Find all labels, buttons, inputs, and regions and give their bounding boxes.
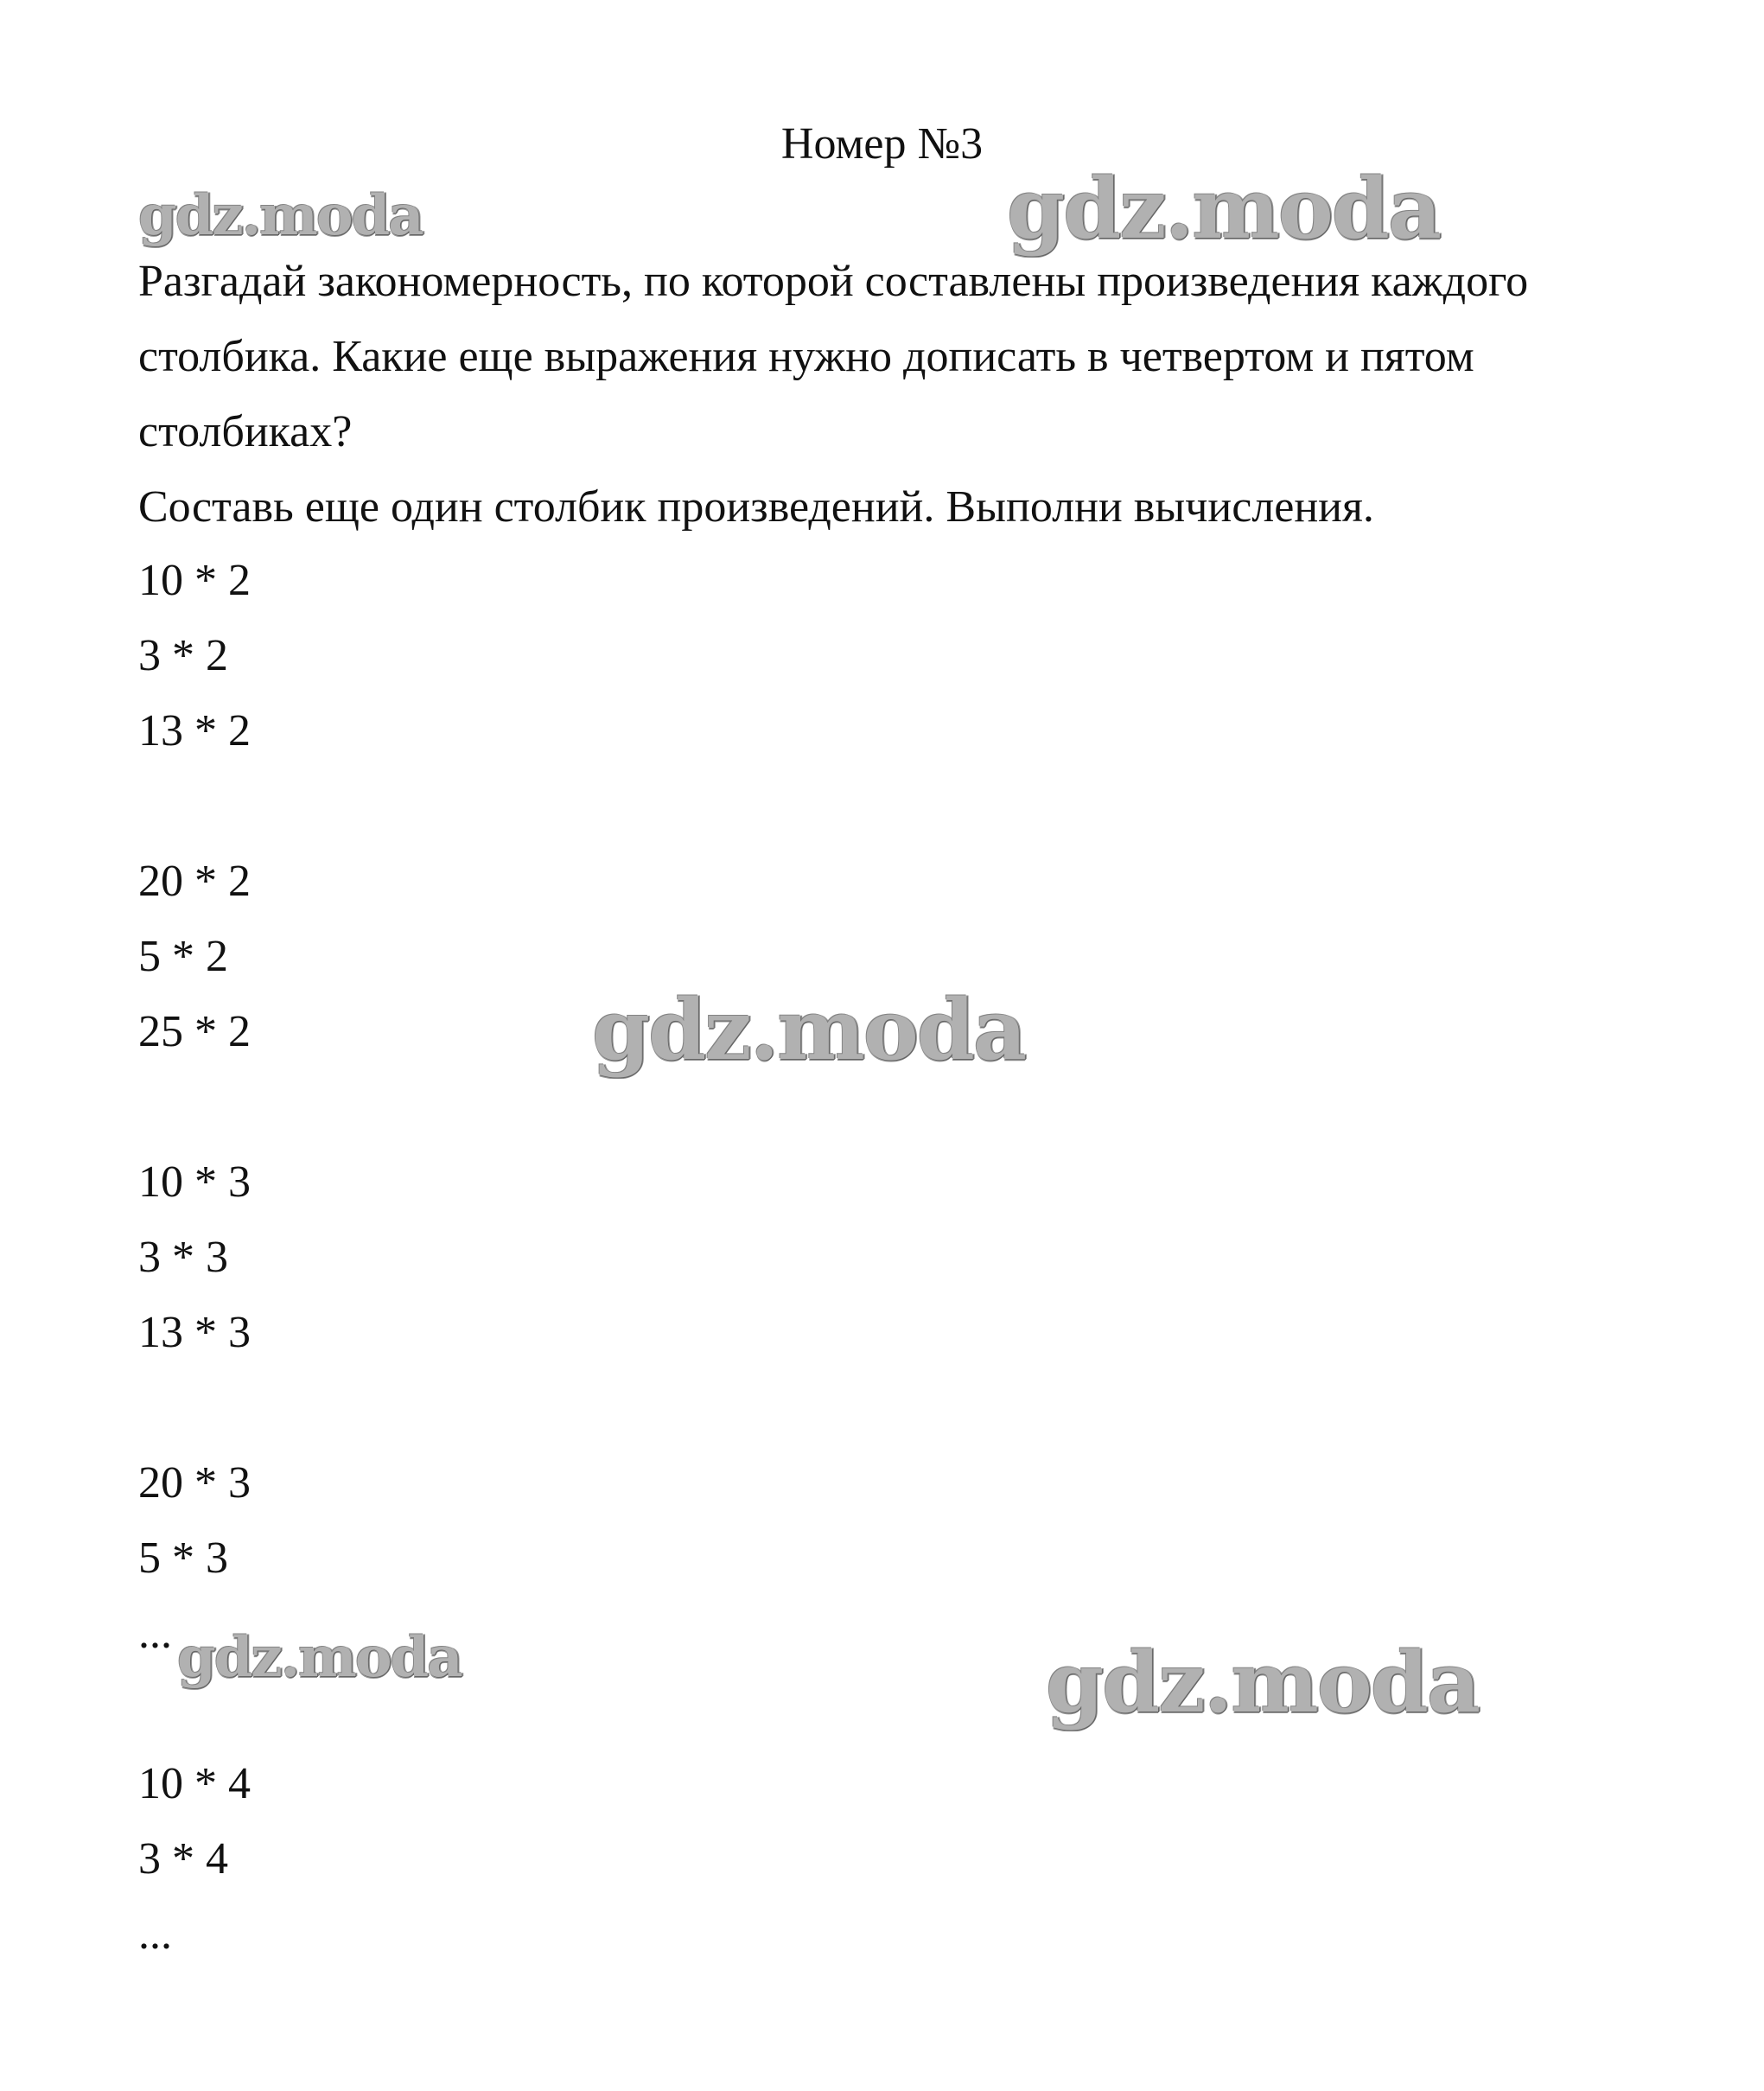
watermark: gdz.moda [592, 981, 1026, 1079]
expression-line: 13 * 3 [138, 1308, 251, 1357]
watermark: gdz.moda [1046, 1634, 1480, 1731]
expression-line: 5 * 3 [138, 1533, 228, 1583]
task-text [138, 244, 1608, 545]
watermark: gdz.moda [138, 183, 423, 248]
expression-line: 10 * 4 [138, 1759, 251, 1808]
ellipsis-line: ... [138, 1909, 172, 1959]
task-paragraph-2: Составь еще один столбик произведений. Выполни вычисления. [138, 482, 1374, 532]
expression-line: 3 * 3 [138, 1233, 228, 1282]
expression-line: 10 * 3 [138, 1157, 251, 1207]
blank-line [138, 1069, 251, 1144]
watermark: gdz.moda [177, 1625, 462, 1690]
watermark: gdz.moda [1007, 160, 1441, 258]
blank-line [138, 1370, 251, 1445]
page-title: Номер №3 [780, 119, 984, 169]
expression-line: 20 * 3 [138, 1458, 251, 1508]
expression-line: 3 * 2 [138, 631, 228, 680]
blank-line [138, 768, 251, 844]
expression-list [138, 543, 251, 1972]
expression-line: 10 * 2 [138, 556, 251, 605]
expression-line: 13 * 2 [138, 706, 251, 755]
ellipsis-line: ... [138, 1609, 172, 1658]
expression-line: 20 * 2 [138, 857, 251, 906]
expression-line: 3 * 4 [138, 1834, 228, 1884]
expression-line: 5 * 2 [138, 932, 228, 981]
task-paragraph-1: Разгадай закономерность, по которой составлены произведения каждого столбика. Какие еще выражения нужно дописать в четвертом и пятом столбиках? [138, 257, 1529, 456]
expression-line: 25 * 2 [138, 1007, 251, 1056]
